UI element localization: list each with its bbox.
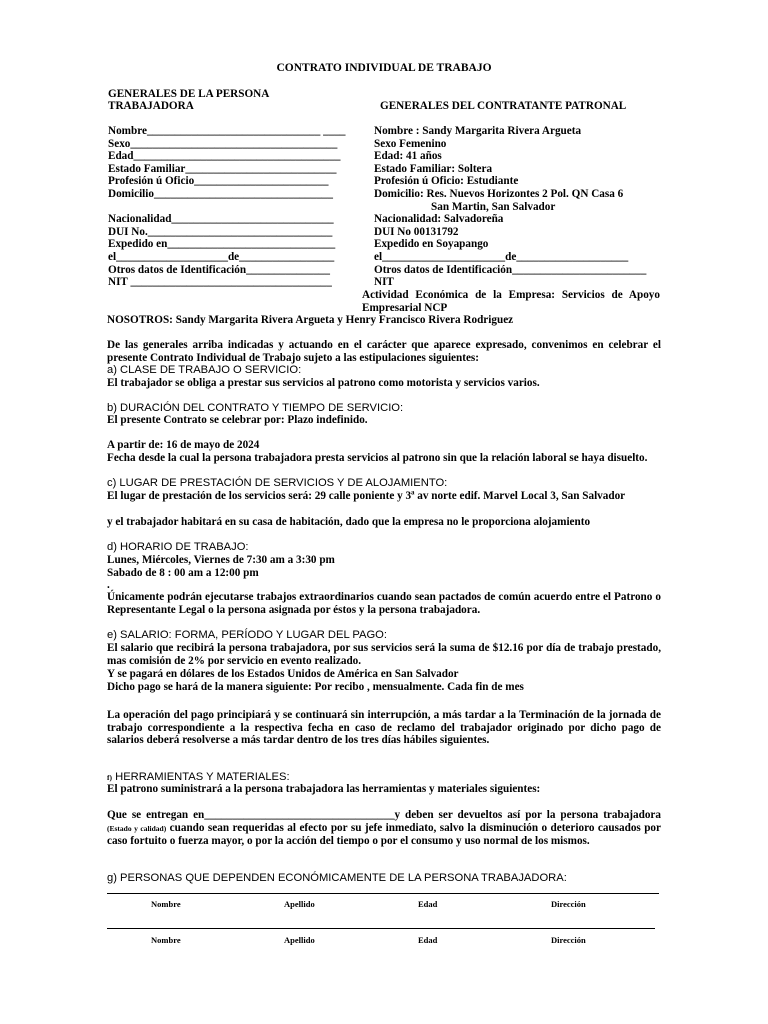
section-b-start-date: A partir de: 16 de mayo de 2024: [107, 439, 260, 451]
employer-field-nombre: Nombre : Sandy Margarita Rivera Argueta: [374, 125, 582, 137]
dependents-col-direccion-2: Dirección: [551, 935, 586, 945]
employer-field-nacionalidad: Nacionalidad: Salvadoreña: [374, 213, 504, 225]
section-c-body2: y el trabajador habitará en su casa de habitación, dado que la empresa no le proporciona alojamiento: [107, 516, 591, 528]
dependents-col-edad-1: Edad: [418, 899, 438, 909]
worker-field-estado-familiar: Estado Familiar___________________________: [108, 163, 337, 175]
worker-field-nit: NIT ____________________________________: [108, 276, 332, 288]
employer-field-nit: NIT: [374, 276, 394, 288]
employer-field-fecha: el______________________de____________________: [374, 251, 629, 263]
employer-field-otros-datos: Otros datos de Identificación________________________: [374, 264, 647, 276]
section-c-body: El lugar de prestación de los servicios será: 29 calle poniente y 3ª av norte edif. Marvel Local 3, San Salvador: [107, 490, 626, 502]
worker-field-edad: Edad_____________________________________: [108, 150, 341, 162]
intro-paragraph: De las generales arriba indicadas y actuando en el carácter que aparece expresado, convenimos en celebrar el presente Contrato Individual de Trabajo sujeto a las estipulaciones siguientes:: [107, 339, 661, 364]
section-a-body: El trabajador se obliga a prestar sus servicios al patrono como motorista y servicios varios.: [107, 377, 540, 389]
employer-field-domicilio: Domicilio: Res. Nuevos Horizontes 2 Pol. QN Casa 6: [374, 188, 624, 200]
document-title: CONTRATO INDIVIDUAL DE TRABAJO: [276, 62, 492, 74]
worker-field-nacionalidad: Nacionalidad_____________________________: [108, 213, 334, 225]
dependents-col-nombre-2: Nombre: [151, 935, 181, 945]
economic-activity: Actividad Económica de la Empresa: Servicios de Apoyo Empresarial NCP: [362, 289, 660, 314]
section-g-heading: g) PERSONAS QUE DEPENDEN ECONÓMICAMENTE DE LA PERSONA TRABAJADORA:: [107, 872, 567, 884]
worker-field-nombre: Nombre_______________________________ ____: [108, 125, 346, 137]
dependents-col-direccion-1: Dirección: [551, 899, 586, 909]
section-f-paragraph-end: cuando sean requeridas al efecto por su jefe inmediato, salvo la disminución o deterioro causados por caso fortuito o fuerza mayor, o por la acción del tiempo o por el consumo y uso normal de los mismos.: [107, 821, 661, 848]
employer-field-edad: Edad: 41 años: [374, 150, 442, 162]
section-e-paragraph: La operación del pago principiará y se continuará sin interrupción, a más tardar a la Terminación de la jornada de trabajo correspondiente a la respectiva fecha en caso de reclamo del trabajador originado por dicho pago de salarios deberá resolverse a más tardar dentro de los tres días hábiles siguientes.: [107, 709, 661, 747]
section-b-heading: b) DURACIÓN DEL CONTRATO Y TIEMPO DE SERVICIO:: [107, 402, 404, 414]
employer-field-dui: DUI No 00131792: [374, 226, 459, 238]
employer-field-estado-familiar: Estado Familiar: Soltera: [374, 163, 493, 175]
dependents-col-apellido-1: Apellido: [284, 899, 315, 909]
employer-section-header: GENERALES DEL CONTRATANTE PATRONAL: [380, 100, 627, 112]
employer-field-expedido: Expedido en Soyapango: [374, 238, 489, 250]
worker-section-header-line1: GENERALES DE LA PERSONA: [108, 88, 270, 100]
section-c-heading: c) LUGAR DE PRESTACIÓN DE SERVICIOS Y DE ALOJAMIENTO:: [107, 477, 448, 489]
section-f-title: HERRAMIENTAS Y MATERIALES:: [112, 771, 290, 783]
worker-field-fecha: el____________________de_________________: [108, 251, 335, 263]
dependents-row-1-line: [107, 893, 659, 894]
section-d-schedule-saturday: Sabado de 8 : 00 am a 12:00 pm: [107, 567, 259, 579]
section-e-currency: Y se pagará en dólares de los Estados Unidos de América en San Salvador: [107, 668, 459, 680]
section-f-paragraph-note: (Estado y calidad): [107, 823, 167, 833]
dependents-col-nombre-1: Nombre: [151, 899, 181, 909]
worker-field-otros-datos: Otros datos de Identificación_______________: [108, 264, 330, 276]
section-a-heading: a) CLASE DE TRABAJO O SERVICIO:: [107, 364, 302, 376]
parties-statement: NOSOTROS: Sandy Margarita Rivera Argueta y Henry Francisco Rivera Rodriguez: [107, 314, 514, 326]
worker-field-expedido: Expedido en______________________________: [108, 238, 336, 250]
dependents-col-edad-2: Edad: [418, 935, 438, 945]
employer-field-profesion: Profesión ú Oficio: Estudiante: [374, 175, 519, 187]
worker-field-domicilio: Domicilio________________________________: [108, 188, 333, 200]
section-b-note: Fecha desde la cual la persona trabajadora presta servicios al patrono sin que la relación laboral se haya disuelto.: [107, 452, 648, 464]
worker-field-dui: DUI No._________________________________: [108, 226, 333, 238]
section-e-heading: e) SALARIO: FORMA, PERÍODO Y LUGAR DEL PAGO:: [107, 629, 387, 641]
worker-section-header-line2: TRABAJADORA: [108, 100, 194, 112]
section-b-body: El presente Contrato se celebrar por: Plazo indefinido.: [107, 414, 368, 426]
dependents-row-2-line: [107, 928, 655, 929]
section-e-payment-method: Dicho pago se hará de la manera siguiente: Por recibo , mensualmente. Cada fin de mes: [107, 681, 524, 693]
section-f-body: El patrono suministrará a la persona trabajadora las herramientas y materiales siguientes:: [107, 783, 541, 795]
section-d-heading: d) HORARIO DE TRABAJO:: [107, 541, 249, 553]
section-f-paragraph-start: Que se entregan en__________________________________y deben ser devueltos así por la persona trabajadora: [107, 809, 661, 821]
section-d-dot: .: [107, 579, 110, 591]
employer-field-domicilio-cont: San Martin, San Salvador: [431, 201, 556, 213]
dependents-col-apellido-2: Apellido: [284, 935, 315, 945]
section-d-body: Únicamente podrán ejecutarse trabajos extraordinarios cuando sean pactados de común acuerdo entre el Patrono o Representante Legal o la persona asignada por éstos y la persona trabajadora.: [107, 591, 661, 616]
worker-field-profesion: Profesión ú Oficio________________________: [108, 175, 329, 187]
section-e-body: El salario que recibirá la persona trabajadora, por sus servicios será la suma de $12.16 por día de trabajo prestado, mas comisión de 2% por servicio en evento realizado.: [107, 642, 661, 667]
section-d-schedule-weekdays: Lunes, Miércoles, Viernes de 7:30 am a 3:30 pm: [107, 554, 335, 566]
worker-field-sexo: Sexo_____________________________________: [108, 138, 338, 150]
employer-field-sexo: Sexo Femenino: [374, 138, 447, 150]
section-f-paragraph: [107, 809, 661, 848]
section-f-letter: f): [107, 773, 112, 782]
